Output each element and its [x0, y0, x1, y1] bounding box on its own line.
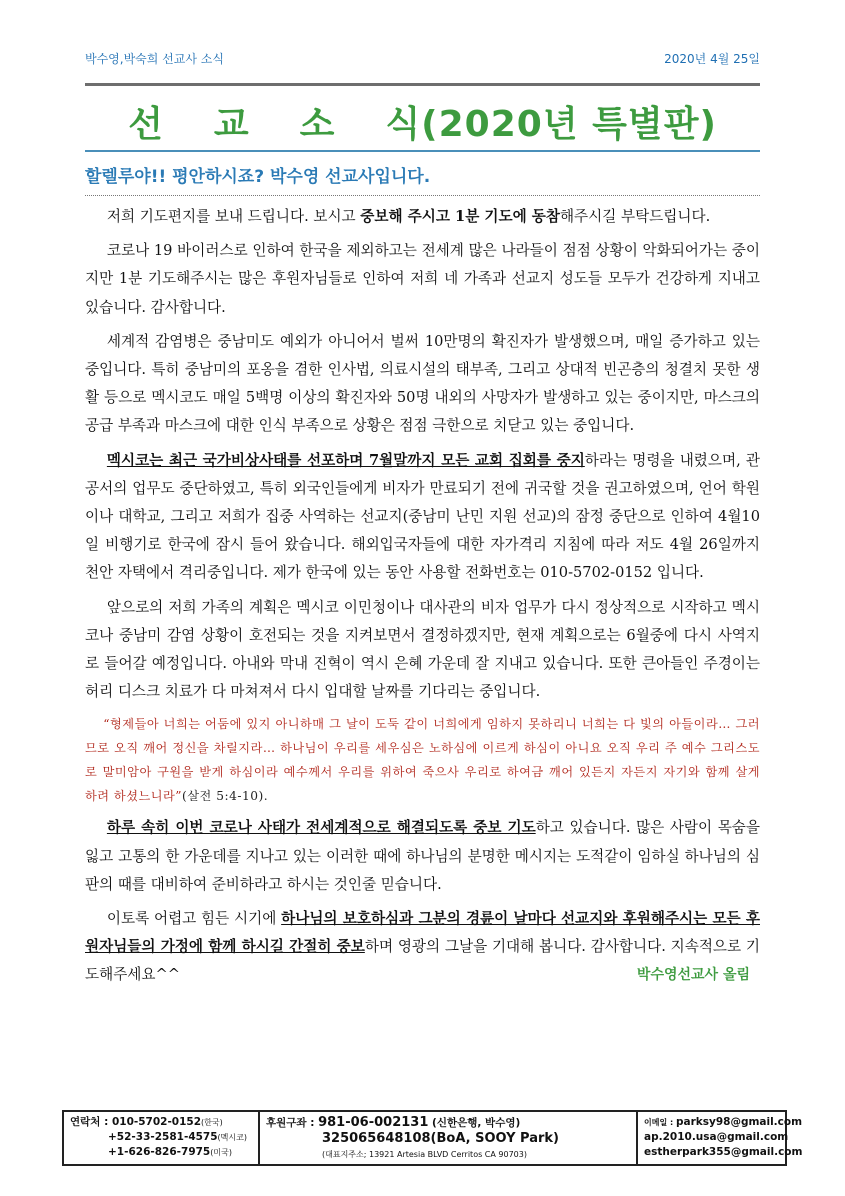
greeting: 할렐루야!! 평안하시죠? 박수영 선교사입니다.: [85, 167, 431, 187]
paragraph-4: 멕시코는 최근 국가비상사태를 선포하며 7월말까지 모든 교회 집회를 중지하라는 명령을 내렸으며, 관공서의 업무도 중단하였고, 특히 외국인들에게 비자가 만료되기 전에 귀국할 것을 권고하였으며, 언어 학원이나 대학교, 그리고 저희가 집중 사역하는 선교지(중남미 난민 지원 선교)의 잠정 중단으로 인하여 4월10일 비행기로 한국에 잠시 들어 왔습니다. 해외입국자들에 대한 자가격리 지침에 따라 저도 4월 26일까지 천안 자택에서 격리중입니다. 제가 한국에 있는 동안 사용할 전화번호는 010-5702-0152 입니다.: [85, 451, 760, 582]
newsletter-title: [85, 96, 760, 147]
phone-usa[interactable]: +1-626-826-7975: [108, 1146, 211, 1158]
title-char-4: 식(2020년 특별판): [385, 104, 717, 145]
footer-contact-box: [62, 1110, 803, 1166]
paragraph-5: 앞으로의 저희 가족의 계획은 멕시코 이민청이나 대사관의 비자 업무가 다시 정상적으로 시작하고 멕시코나 중남미 감염 상황이 호전되는 것을 지켜보면서 결정하겠지만, 현재 계획으로는 6월중에 다시 사역지로 들어갈 예정입니다. 아내와 막내 진혁이 역시 은혜 가운데 잘 지내고 있습니다. 또한 큰아들인 주경이는 허리 디스크 치료가 다 마쳐져서 다시 입대할 날짜를 기다리는 중입니다.: [85, 598, 760, 701]
scripture-quote: “형제들아 너희는 어둠에 있지 아니하매 그 날이 도둑 같이 너희에게 임하지 못하리니 너희는 다 빛의 아들이라… 그러므로 오직 깨어 정신을 차릴지라… 하나님이 우리를 세우심은 노하심에 이르게 하심이 아니요 오직 우리 주 예수 그리스도로 말미암아 구원을 받게 하심이라 예수께서 우리를 위하여 죽으사 우리로 하여금 깨어 있든지 자든지 자기와 함께 살게 하려 하셨느니라”(살전 5:4-10).: [85, 717, 760, 804]
title-char-2: 교: [213, 104, 250, 145]
signature: 박수영선교사 올림: [636, 967, 750, 984]
paragraph-1: 저희 기도편지를 보내 드립니다. 보시고 중보해 주시고 1분 기도에 동참해주시길 부탁드립니다.: [106, 208, 711, 225]
account-address: (대표지주소; 13921 Artesia BLVD Cerritos CA 90703): [322, 1150, 527, 1159]
scripture-reference: (살전 5:4-10).: [182, 789, 269, 804]
paragraph-7: 이토록 어렵고 힘든 시기에 하나님의 보호하심과 그분의 경륜이 날마다 선교지와 후원해주시는 모든 후원자님들의 가정에 함께 하시길 간절히 중보하며 영광의 그날을 기대해 봅니다. 감사합니다. 지속적으로 기도해주세요^^: [85, 910, 760, 984]
greeting-divider: [85, 195, 760, 196]
header-divider: [85, 83, 760, 86]
header-sender: 박수영,박숙희 선교사 소식: [85, 52, 224, 66]
account-shinhan: 981-06-002131: [318, 1115, 429, 1130]
phone-mexico[interactable]: +52-33-2581-4575: [108, 1131, 218, 1143]
title-char-1: 선: [128, 104, 164, 145]
title-char-3: 소: [299, 104, 336, 145]
email-1-link[interactable]: parksy98@gmail.com: [675, 1116, 803, 1128]
email-2-link[interactable]: ap.2010.usa@gmail.com: [644, 1131, 789, 1143]
account-boa: 325065648108(BoA, SOOY Park): [322, 1131, 559, 1146]
letter-body: [85, 203, 760, 996]
title-divider: [85, 150, 760, 152]
closing-block: [85, 905, 760, 990]
phone-korea[interactable]: 010-5702-0152: [111, 1116, 202, 1128]
footer-emails: 이메일 : parksy98@gmail.com ap.2010.usa@gmail.com estherpark355@gmail.com: [644, 1116, 803, 1158]
paragraph-2: 코로나 19 바이러스로 인하여 한국을 제외하고는 전세계 많은 나라들이 점점 상황이 악화되어가는 중이지만 1분 기도해주시는 많은 후원자님들로 인하여 저희 네 가족과 선교지 성도들 모두가 건강하게 지내고 있습니다. 감사합니다.: [85, 242, 760, 316]
header-date: 2020년 4월 25일: [664, 52, 760, 66]
page-header: [85, 50, 760, 70]
footer-accounts: 후원구좌 : 981-06-002131 (신한은행, 박수영) 325065648108(BoA, SOOY Park) (대표지주소; 13921 Artesia BLVD Cerritos CA 90703): [260, 1112, 638, 1164]
paragraph-6: 하루 속히 이번 코로나 사태가 전세계적으로 해결되도록 중보 기도하고 있습니다. 많은 사람이 목숨을 잃고 고통의 한 가운데를 지나고 있는 이러한 때에 하나님의 분명한 메시지는 도적같이 임하실 하나님의 심판의 때를 대비하여 준비하라고 하시는 것인줄 믿습니다.: [85, 819, 760, 893]
footer-phones: 연락처 : 010-5702-0152(한국) +52-33-2581-4575(멕시코) +1-626-826-7975(미국): [64, 1112, 260, 1164]
email-3-link[interactable]: estherpark355@gmail.com: [644, 1146, 803, 1158]
paragraph-3: 세계적 감염병은 중남미도 예외가 아니어서 벌써 10만명의 확진자가 발생했으며, 매일 증가하고 있는 중입니다. 특히 중남미의 포옹을 겸한 인사법, 의료시설의 태부족, 그리고 상대적 빈곤층의 청결치 못한 생활 등으로 멕시코도 매일 5백명 이상의 확진자와 50명 내외의 사망자가 발생하고 있는 중이지만, 마스크의 공급 부족과 마스크에 대한 인식 부족으로 상황은 점점 극한으로 치닫고 있는 중입니다.: [85, 332, 760, 435]
